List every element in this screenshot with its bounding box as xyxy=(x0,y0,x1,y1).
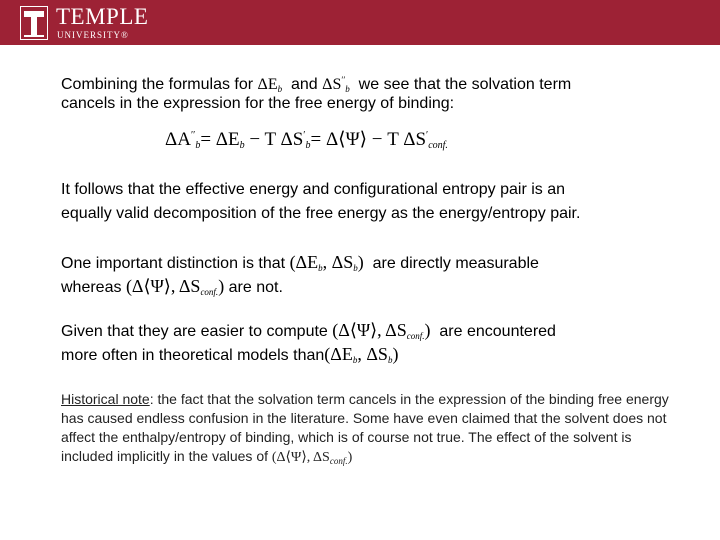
intro-text-c: we see that the solvation term xyxy=(358,76,572,93)
free-energy-equation: $\Delta A''_b= \Delta E_b - T$ $\Delta S'_b=$ Δ⟨Ψ⟩ − T $\Delta S'_{conf.}$ xyxy=(165,129,448,151)
intro-line-2: cancels in the expression for the free energy of binding: xyxy=(61,95,455,112)
para2-line-1: It follows that the effective energy and configurational entropy pair is an xyxy=(61,181,566,198)
temple-t-logo-icon xyxy=(20,6,48,40)
para4-line-2: more often in theoretical models $than(\Delta E_b$, $\Delta S_b$) xyxy=(61,344,399,365)
formula-delta-s-b: $\Delta S''_b$ xyxy=(322,75,350,94)
pair-measurable: ($\Delta E_b$, $\Delta S_b$) xyxy=(289,252,364,273)
intro-text-a: Combining the formulas for xyxy=(61,76,254,93)
para3-line-1: One important distinction is that ($\Delta E_b$, $\Delta S_b$) are directly measurable xyxy=(61,252,539,273)
formula-delta-e-b: $\Delta E_b$ xyxy=(257,76,283,94)
historical-note xyxy=(61,390,681,471)
intro-text-b: and xyxy=(291,76,318,93)
historical-note-formula: (Δ⟨Ψ⟩, $\Delta S_{conf.}$) xyxy=(271,450,353,466)
university-name: TEMPLE xyxy=(56,4,149,29)
historical-note-text: : the fact that the solvation term cancels in the expression of the binding free energy has caused endless confusion in the literature. Some have even claimed that the solvent does not affect the enthalpy/entropy of binding, which is of course not true. The effect of the solvent is included implicitly in the values of xyxy=(61,391,669,464)
para4-line-1: Given that they are easier to compute (Δ⟨Ψ⟩, $\Delta S_{conf.}$) are encountered xyxy=(61,320,556,341)
pair-not-measurable: (Δ⟨Ψ⟩, $\Delta S_{conf.}$) xyxy=(125,276,225,297)
pair-energy-entropy: ($\Delta E_b$, $\Delta S_b$) xyxy=(324,344,399,365)
para2-line-2: equally valid decomposition of the free energy as the energy/entropy pair. xyxy=(61,205,581,222)
para3-line-2: whereas (Δ⟨Ψ⟩, $\Delta S_{conf.}$) are not. xyxy=(61,276,283,297)
university-subtitle: UNIVERSITY® xyxy=(57,30,129,40)
pair-effective: (Δ⟨Ψ⟩, $\Delta S_{conf.}$) xyxy=(332,320,431,341)
historical-note-label: Historical note xyxy=(61,391,150,407)
header-bar xyxy=(0,0,720,45)
